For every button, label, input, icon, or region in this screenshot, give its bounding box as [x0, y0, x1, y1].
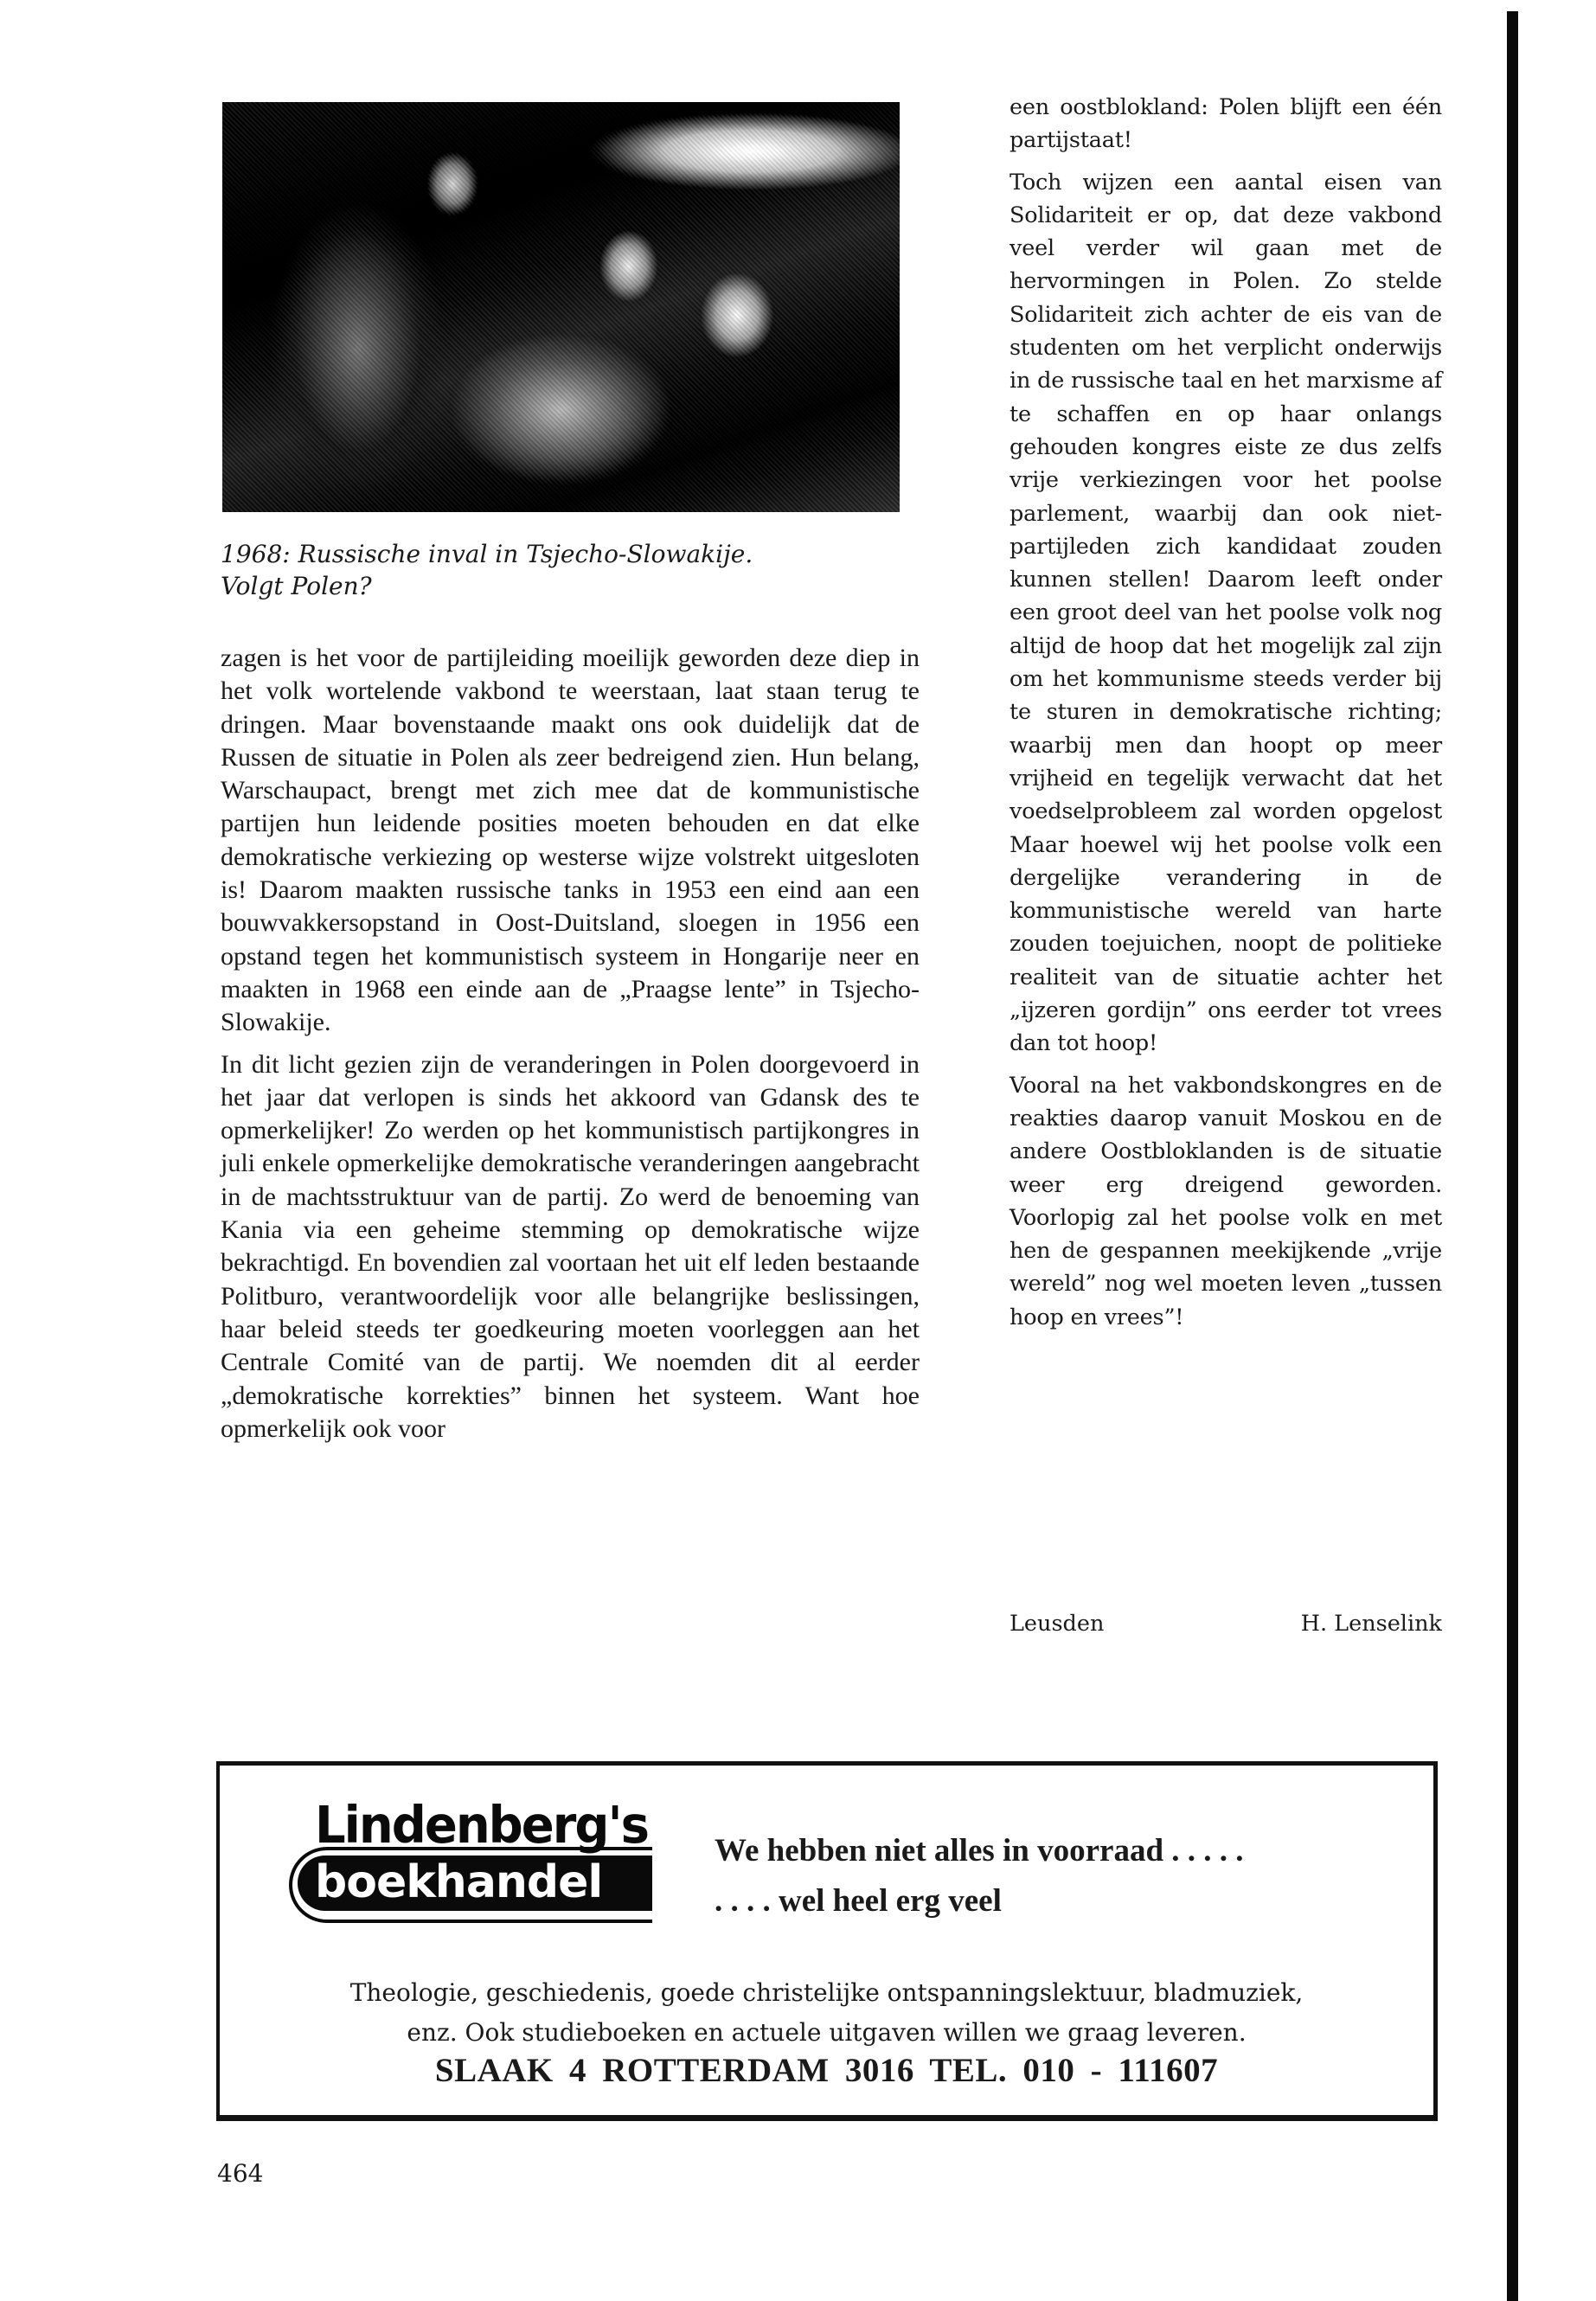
description-line-1: Theologie, geschiedenis, goede christelijke ontspanningslektuur, bladmuziek,	[349, 1978, 1304, 2007]
signature-place: Leusden	[1010, 1611, 1105, 1637]
paragraph: In dit licht gezien zijn de veranderingen in Polen doorgevoerd in het jaar dat verlopen is sinds het akkoord van Gdansk des te opmerkelijker! Zo werden op het kommunistisch partijkongres in juli enkele opmerkelijke demokratische veranderingen aangebracht in de machtsstruktuur van de partij. Zo werd de benoeming van Kania via een geheime stemming op demokratische wijze bekrachtigd. En bovendien zal voortaan het uit elf leden bestaande Politburo, verantwoordelijk voor alle belangrijke beslissingen, haar beleid steeds ter goedkeuring moeten voorleggen aan het Centrale Comité van de partij. We noemden dit al eerder „demokratische korrekties” binnen het systeem. Want hoe opmerkelijk ook voor	[221, 1049, 920, 1443]
ad-description	[220, 1973, 1433, 2053]
logo-name: Lindenberg's	[315, 1796, 648, 1856]
logo-subtitle: boekhandel	[298, 1856, 652, 1911]
article-signature	[1010, 1611, 1442, 1637]
bookshop-advertisement	[216, 1761, 1438, 2121]
tagline-line-2: . . . . wel heel erg veel	[715, 1883, 1002, 1919]
paragraph: Toch wijzen een aantal eisen van Solidariteit er op, dat deze vakbond veel verder wil gaan met de hervormingen in Polen. Zo stelde Solidariteit zich achter de eis van de studenten om het verplicht onderwijs in de russische taal en het marxisme af te schaffen en op haar onlangs gehouden kongres eiste ze dus zelfs vrije verkiezingen voor het poolse parlement, waarbij dan ook niet-partijleden zich kandidaat zouden kunnen stellen! Daarom leeft onder een groot deel van het poolse volk nog altijd de hoop dat het mogelijk zal zijn om het kommunisme steeds verder bij te sturen in demokratische richting; waarbij men dan hoopt op meer vrijheid en tegelijk verwacht dat het voedselprobleem zal worden opgelost Maar hoewel wij het poolse volk een dergelijke verandering in de kommunistische wereld van harte zouden toejuichen, noopt de politieke realiteit van de situatie achter het „ijzeren gordijn” ons eerder tot vrees dan tot hoop!	[1010, 169, 1442, 1057]
page-number: 464	[217, 2159, 264, 2188]
ad-tagline	[715, 1826, 1244, 1926]
caption-line-2: Volgt Polen?	[221, 572, 372, 600]
page-edge-bar	[1507, 11, 1518, 2301]
article-left-column	[221, 642, 920, 1454]
paragraph: een oostblokland: Polen blijft een één partijstaat!	[1010, 94, 1442, 154]
article-right-column	[1010, 91, 1442, 1343]
logo-band	[289, 1847, 652, 1923]
signature-author: H. Lenselink	[1300, 1611, 1442, 1637]
caption-line-1: 1968: Russische inval in Tsjecho-Slowakije.	[221, 540, 753, 568]
description-line-2: enz. Ook studieboeken en actuele uitgaven willen we graag leveren.	[407, 2018, 1247, 2047]
photo-tank-crowd	[222, 102, 900, 512]
ad-address: SLAAK 4 ROTTERDAM 3016 TEL. 010 - 111607	[434, 2052, 1219, 2089]
paragraph: Vooral na het vakbondskongres en de reakties daarop vanuit Moskou en de andere Oostbloklanden is de situatie weer erg dreigend geworden. Voorlopig zal het poolse volk en met hen de gespannen meekijkende „vrije wereld” nog wel moeten leven „tussen hoop en vrees”!	[1010, 1072, 1442, 1330]
photo-caption	[221, 538, 904, 602]
bookshop-logo	[289, 1798, 670, 1928]
paragraph: zagen is het voor de partijleiding moeilijk geworden deze diep in het volk wortelende vakbond te weerstaan, laat staan terug te dringen. Maar bovenstaande maakt ons ook duidelijk dat de Russen de situatie in Polen als zeer bedreigend zien. Hun belang, Warschaupact, brengt met zich mee dat de kommunistische partijen hun leidende posities moeten behouden en dat elke demokratische verkiezing op westerse wijze volstrekt uitgesloten is! Daarom maakten russische tanks in 1953 een eind aan een bouwvakkersopstand in Oost-Duitsland, sloegen in 1956 een opstand tegen het kommunistisch systeem in Hongarije neer en maakten in 1968 een einde aan de „Praagse lente” in Tsjecho-Slowakije.	[221, 644, 920, 1037]
tagline-line-1: We hebben niet alles in voorraad . . . . .	[715, 1833, 1244, 1868]
